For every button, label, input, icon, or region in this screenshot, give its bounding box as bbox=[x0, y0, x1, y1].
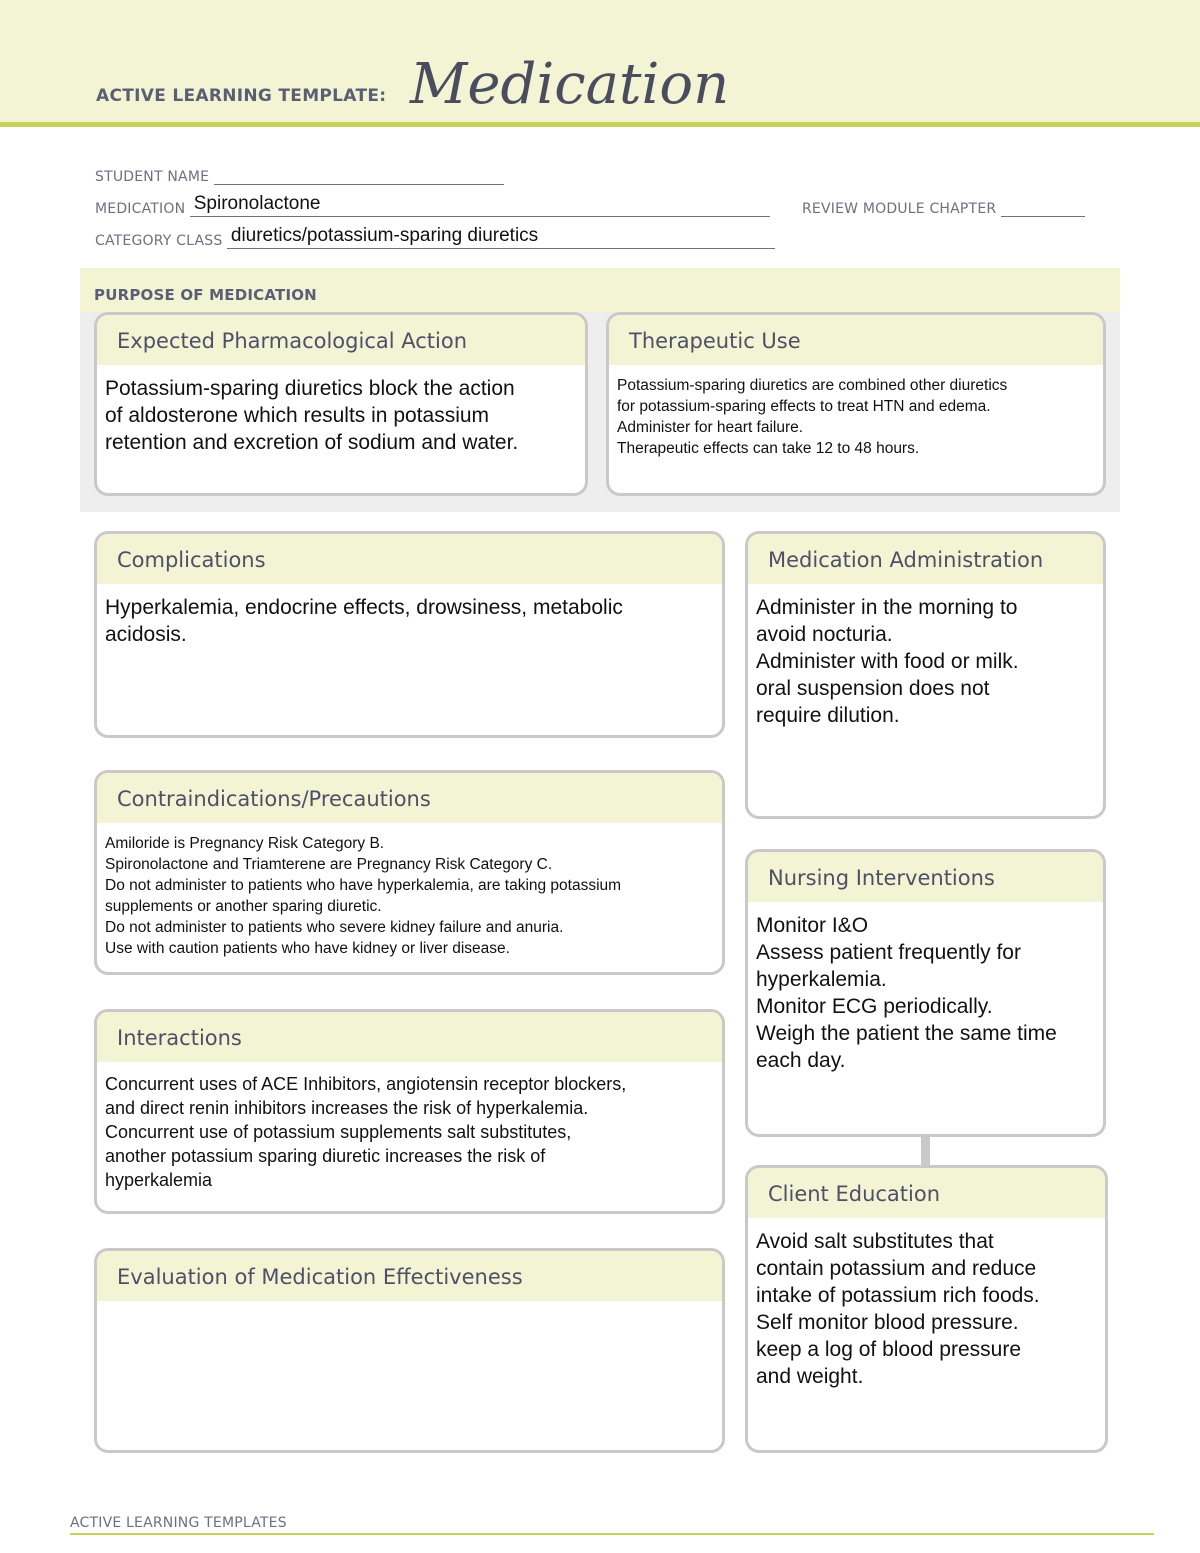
medication-administration-text: Administer in the morning to avoid nocturia. Administer with food or milk. oral suspension does not require dilution. bbox=[756, 596, 1019, 727]
page-title: Medication bbox=[410, 52, 730, 117]
purpose-label: PURPOSE OF MEDICATION bbox=[94, 286, 317, 304]
client-education-title: Client Education bbox=[748, 1168, 1105, 1218]
review-module-label: REVIEW MODULE CHAPTER bbox=[802, 201, 997, 217]
medication-field[interactable] bbox=[190, 194, 770, 217]
footer-rule bbox=[70, 1533, 1154, 1535]
interactions-title: Interactions bbox=[97, 1012, 722, 1062]
complications-title: Complications bbox=[97, 534, 722, 584]
expected-action-box[interactable] bbox=[94, 312, 588, 496]
medication-row bbox=[95, 194, 770, 217]
expected-action-title: Expected Pharmacological Action bbox=[97, 315, 585, 365]
evaluation-text bbox=[97, 1301, 722, 1311]
therapeutic-use-title: Therapeutic Use bbox=[609, 315, 1103, 365]
nursing-interventions-text: Monitor I&O Assess patient frequently for hyperkalemia. Monitor ECG periodically. Weigh the patient the same time each day. bbox=[756, 914, 1057, 1072]
nursing-interventions-box[interactable] bbox=[745, 849, 1106, 1137]
medication-administration-title: Medication Administration bbox=[748, 534, 1103, 584]
header-rule bbox=[0, 122, 1200, 127]
student-name-row bbox=[95, 162, 504, 185]
category-class-value: diuretics/potassium-sparing diuretics bbox=[230, 225, 539, 246]
expected-action-text: Potassium-sparing diuretics block the action of aldosterone which results in potassium retention and excretion of sodium and water. bbox=[105, 377, 519, 454]
student-name-field[interactable] bbox=[214, 162, 504, 185]
therapeutic-use-box[interactable] bbox=[606, 312, 1106, 496]
footer-label: ACTIVE LEARNING TEMPLATES bbox=[70, 1515, 287, 1531]
contraindications-title: Contraindications/Precautions bbox=[97, 773, 722, 823]
student-name-label: STUDENT NAME bbox=[95, 169, 210, 185]
contraindications-text: Amiloride is Pregnancy Risk Category B. Spironolactone and Triamterene are Pregnancy Risk Category C. Do not administer to patients who have hyperkalemia, are taking potassium supplements or another sparing diuretic. Do not administer to patients who severe kidney failure and anuria. Use with caution patients who have kidney or liver disease. bbox=[105, 835, 622, 957]
interactions-box[interactable] bbox=[94, 1009, 725, 1214]
evaluation-box[interactable] bbox=[94, 1248, 725, 1453]
medication-administration-box[interactable] bbox=[745, 531, 1106, 819]
nursing-interventions-title: Nursing Interventions bbox=[748, 852, 1103, 902]
contraindications-box[interactable] bbox=[94, 770, 725, 975]
review-module-field[interactable] bbox=[1001, 194, 1085, 217]
client-education-box[interactable] bbox=[745, 1165, 1108, 1453]
client-education-text: Avoid salt substitutes that contain potassium and reduce intake of potassium rich foods. Self monitor blood pressure. keep a log of blood pressure and weight. bbox=[756, 1230, 1040, 1388]
review-module-row bbox=[802, 194, 1085, 217]
medication-value: Spironolactone bbox=[193, 193, 321, 214]
category-class-label: CATEGORY CLASS bbox=[95, 233, 223, 249]
therapeutic-use-text: Potassium-sparing diuretics are combined other diuretics for potassium-sparing effects to treat HTN and edema. Administer for heart failure. Therapeutic effects can take 12 to 48 hours. bbox=[617, 377, 1008, 457]
complications-box[interactable] bbox=[94, 531, 725, 738]
complications-text: Hyperkalemia, endocrine effects, drowsiness, metabolic acidosis. bbox=[105, 596, 623, 646]
template-label: ACTIVE LEARNING TEMPLATE: bbox=[96, 86, 387, 106]
category-class-row bbox=[95, 226, 775, 249]
category-class-field[interactable] bbox=[227, 226, 775, 249]
connector-bar bbox=[921, 1136, 930, 1166]
medication-label: MEDICATION bbox=[95, 201, 186, 217]
interactions-text: Concurrent uses of ACE Inhibitors, angiotensin receptor blockers, and direct renin inhibitors increases the risk of hyperkalemia. Concurrent use of potassium supplements salt substitutes, another potassium sparing diuretic increases the risk of hyperkalemia bbox=[105, 1074, 627, 1190]
evaluation-title: Evaluation of Medication Effectiveness bbox=[97, 1251, 722, 1301]
